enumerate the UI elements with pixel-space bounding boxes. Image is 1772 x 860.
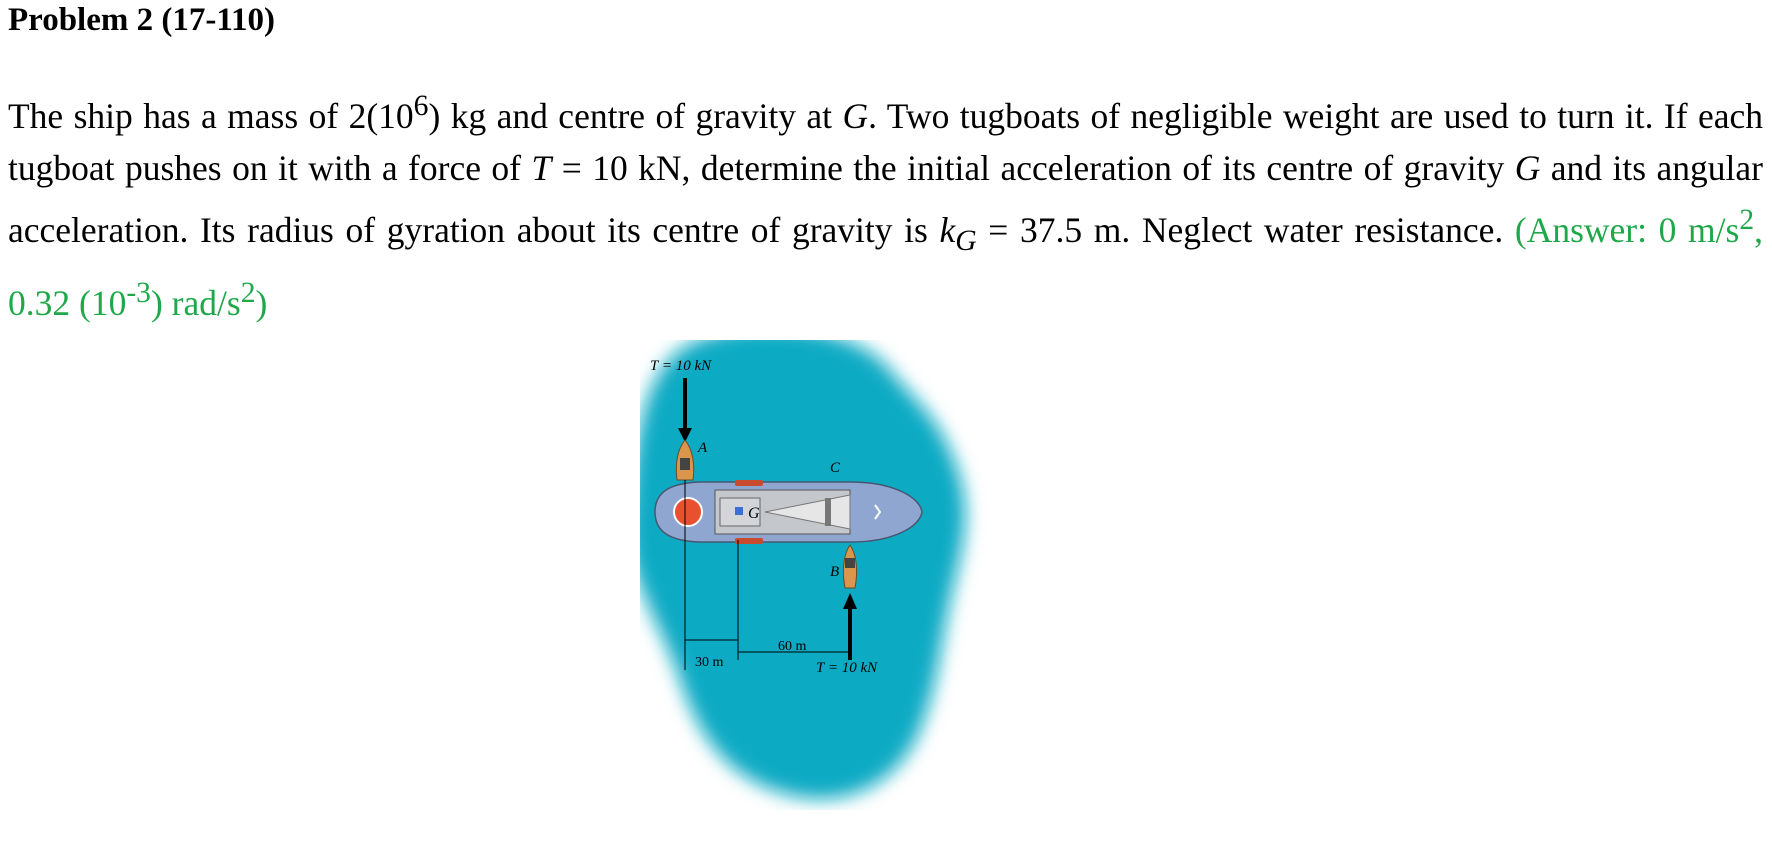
answer-seg: (Answer: 0 m/s [1514, 209, 1740, 250]
var-g: G [842, 95, 869, 136]
helipad-marker [674, 498, 702, 526]
answer-seg: ) rad/s [150, 282, 241, 323]
ship-figure [640, 340, 1110, 810]
ship [655, 480, 922, 544]
problem-statement [8, 80, 1763, 329]
point-a-label: A [698, 440, 708, 456]
text-seg: = 37.5 m. Neglect water resistance. [976, 209, 1515, 250]
point-c-label: C [830, 460, 841, 476]
dim-60-label: 60 m [778, 639, 807, 654]
text-seg: = 10 kN, determine the initial acceleration of its centre of gravity [551, 147, 1515, 188]
var-k-sub: G [955, 224, 977, 257]
var-g: G [1514, 147, 1541, 188]
var-t: T [531, 147, 552, 188]
answer-seg: ) [255, 282, 268, 323]
point-g-label: G [748, 505, 760, 522]
text-seg: . Two tugboats of negligible weight are used to turn it. If each tugboat pushes on it with a force of [8, 95, 1763, 188]
answer-sup: -3 [126, 276, 151, 309]
text-seg: and its angular acceleration. Its radius of gyration about its centre of gravity is [8, 147, 1763, 250]
dim-30-label: 30 m [695, 655, 724, 670]
text-seg: ) kg and centre of gravity at [428, 95, 843, 136]
answer-sup: 2 [240, 276, 256, 309]
text-seg: The ship has a mass of 2(10 [8, 95, 414, 136]
force-label-bottom: T = 10 kN [816, 660, 878, 676]
text-sup: 6 [413, 90, 429, 122]
force-label-top: T = 10 kN [650, 358, 712, 374]
answer-sup: 2 [1739, 203, 1755, 236]
problem-title: Problem 2 (17-110) [8, 2, 276, 38]
var-k: k [939, 209, 956, 250]
water-area [640, 340, 965, 799]
point-b-label: B [830, 564, 840, 580]
answer-seg: , 0.32 (10 [8, 209, 1763, 323]
